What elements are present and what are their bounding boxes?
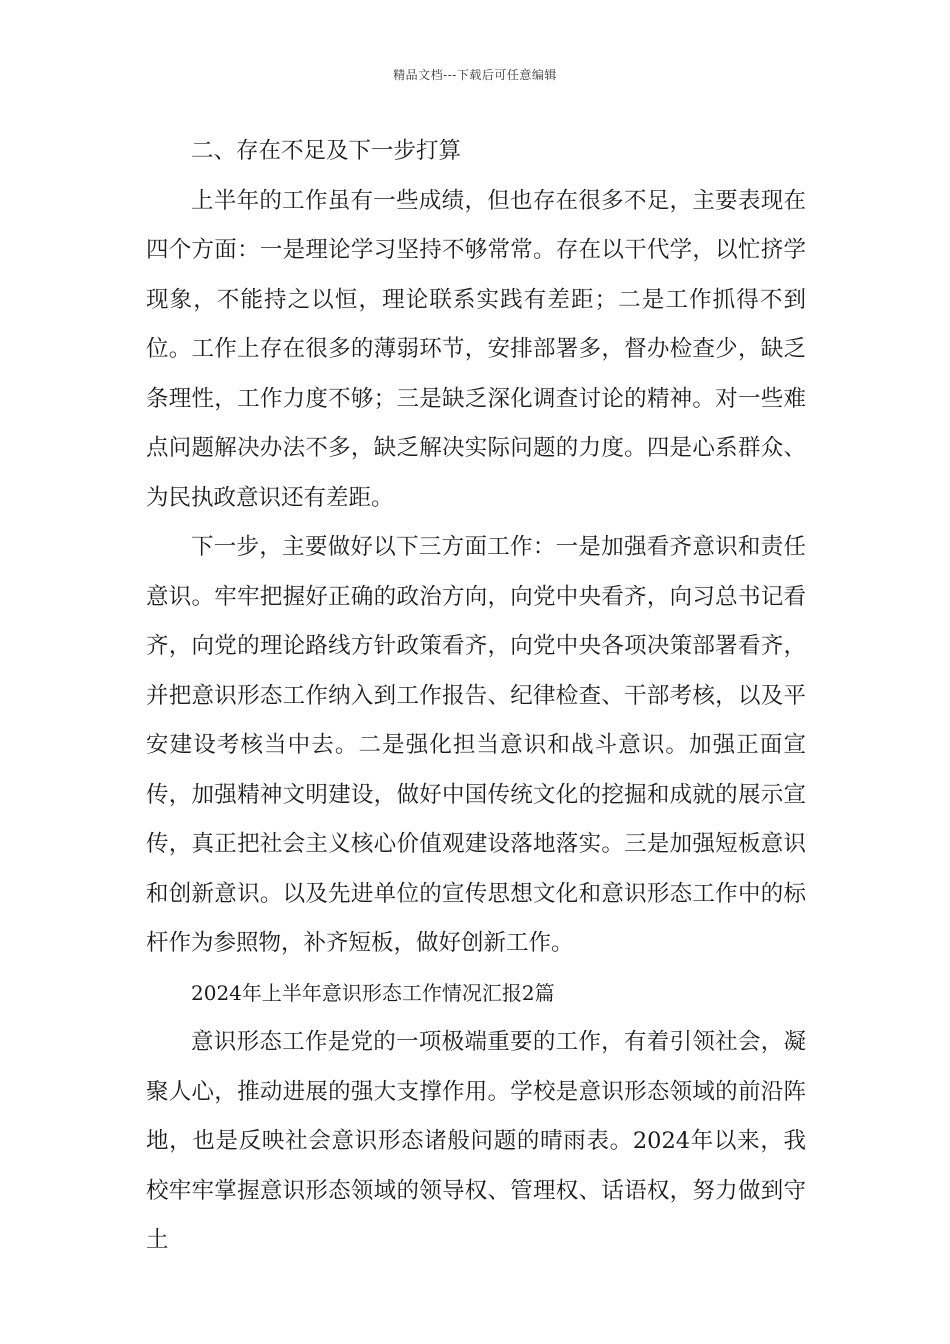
- paragraph-next-steps: 下一步，主要做好以下三方面工作：一是加强看齐意识和责任意识。牢牢把握好正确的政治方向，向党中央看齐，向习总书记看齐，向党的理论路线方针政策看齐，向党中央各项决策部署看齐，并把意识形态工作纳入到工作报告、纪律检查、干部考核，以及平安建设考核当中去。二是强化担当意识和战斗意识。加强正面宣传，加强精神文明建设，做好中国传统文化的挖掘和成就的展示宣传，真正把社会主义核心价值观建设落地落实。三是加强短板意识和创新意识。以及先进单位的宣传思想文化和意识形态工作中的标杆作为参照物，补齐短板，做好创新工作。: [146, 534, 806, 956]
- document-body: [146, 127, 806, 1266]
- paragraph-shortcomings: 上半年的工作虽有一些成绩，但也存在很多不足，主要表现在四个方面：一是理论学习坚持不够常常。存在以干代学，以忙挤学现象，不能持之以恒，理论联系实践有差距；二是工作抓得不到位。工作上存在很多的薄弱环节，安排部署多，督办检查少，缺乏条理性，工作力度不够；三是缺乏深化调查讨论的精神。对一些难点问题解决办法不多，缺乏解决实际问题的力度。四是心系群众、为民执政意识还有差距。: [146, 187, 806, 511]
- section-heading: 二、存在不足及下一步打算: [191, 138, 462, 164]
- page-header: 精品文档---下载后可任意编辑: [393, 68, 557, 82]
- article-title: 2024年上半年意识形态工作情况汇报2篇: [191, 980, 555, 1005]
- paragraph-ideology-work: 意识形态工作是党的一项极端重要的工作，有着引领社会，凝聚人心，推动进展的强大支撑作用。学校是意识形态领域的前沿阵地，也是反映社会意识形态诸般问题的晴雨表。2024年以来，我校牢牢掌握意识形态领域的领导权、管理权、话语权，努力做到守土: [146, 1029, 806, 1253]
